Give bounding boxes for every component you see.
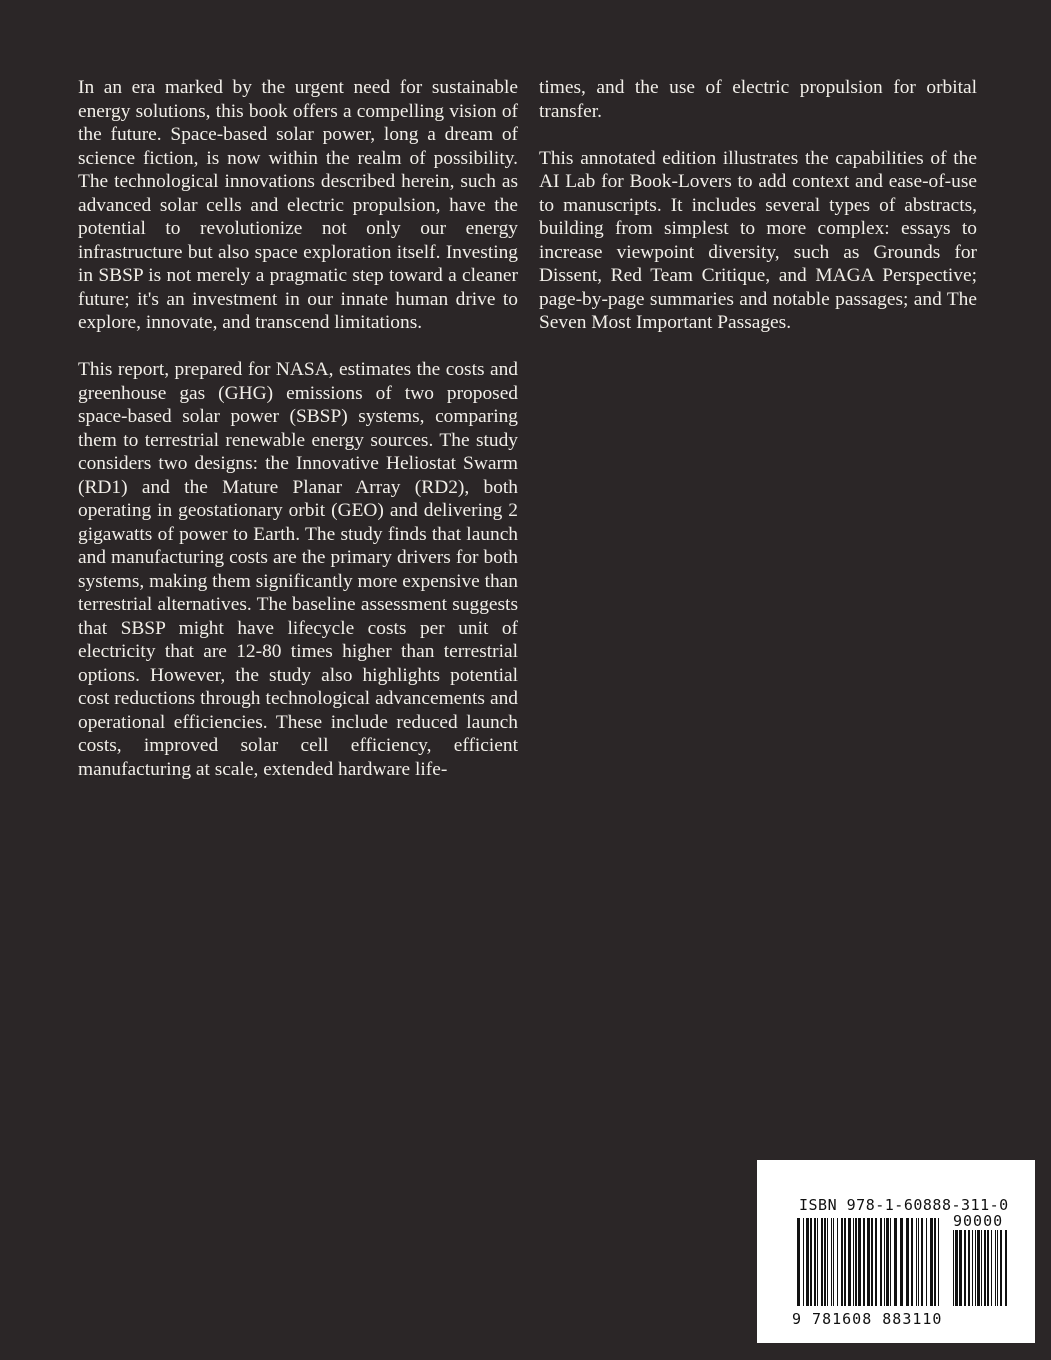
- report-summary-paragraph: This report, prepared for NASA, estimates the costs and greenhouse gas (GHG) emissions of two proposed space-based solar power (SBSP) systems, comparing them to terrestrial renewable energy sources. The study considers two designs: the Innovative Heliostat Swarm (RD1) and the Mature Planar Array (RD2), both operating in geostationary orbit (GEO) and delivering 2 gigawatts of power to Earth. The study finds that launch and manufacturing costs are the primary drivers for both systems, making them significantly more expensive than terrestrial alternatives. The baseline assessment suggests that SBSP might have lifecycle costs per unit of electricity that are 12-80 times higher than terrestrial options. However, the study also highlights potential cost reductions through technological advancements and operational efficiencies. These include reduced launch costs, improved solar cell efficiency, efficient manufacturing at scale, extended hardware life-: [78, 359, 518, 780]
- edition-description-paragraph: This annotated edition illustrates the capabilities of the AI Lab for Book-Lovers to add context and ease-of-use to manuscripts. It includes several types of abstracts, building from simplest to more complex: essays to increase viewpoint diversity, such as Grounds for Dissent, Red Team Critique, and MAGA Perspective; page-by-page summaries and notable passages; and The Seven Most Important Passages.: [539, 147, 977, 333]
- barcode-bar: [900, 1218, 903, 1306]
- barcode-bar: [875, 1218, 877, 1306]
- left-text-column: [78, 76, 518, 805]
- barcode-bar: [894, 1218, 897, 1306]
- barcode-bar: [906, 1218, 909, 1306]
- barcode-bar: [968, 1230, 970, 1306]
- barcode-bar: [831, 1218, 832, 1306]
- barcode-bar: [916, 1218, 917, 1306]
- barcode-bar: [995, 1230, 996, 1306]
- barcode-bar: [959, 1230, 962, 1306]
- barcode-bar: [880, 1218, 882, 1306]
- barcode-bar: [841, 1218, 843, 1306]
- barcode-bar: [981, 1230, 982, 1306]
- barcode-bar: [833, 1218, 834, 1306]
- barcode-bar: [955, 1230, 958, 1306]
- barcode-bar: [844, 1218, 846, 1306]
- isbn-label: ISBN 978-1-60888-311-0: [799, 1196, 1009, 1214]
- barcode-bar: [867, 1218, 870, 1306]
- barcode-bar: [964, 1230, 966, 1306]
- barcode-bar: [853, 1218, 854, 1306]
- barcode-bar: [814, 1218, 816, 1306]
- barcode-bar: [848, 1218, 851, 1306]
- isbn-barcode-box: [757, 1160, 1035, 1343]
- right-text-column: [539, 76, 977, 358]
- barcode-bar: [890, 1218, 891, 1306]
- barcode-bar: [871, 1218, 873, 1306]
- price-addon-digits: 90000: [953, 1212, 1004, 1230]
- barcode-bar: [817, 1218, 818, 1306]
- barcode-bar: [930, 1218, 933, 1306]
- barcode-bar: [863, 1218, 865, 1306]
- barcode-bar: [821, 1218, 823, 1306]
- barcode-bar: [953, 1230, 954, 1306]
- barcode-bar: [972, 1230, 973, 1306]
- barcode-bar: [803, 1218, 804, 1306]
- summary-continuation: times, and the use of electric propulsion for orbital transfer.: [539, 77, 977, 122]
- barcode-bar: [984, 1230, 986, 1306]
- barcode-bar: [797, 1218, 800, 1306]
- barcode-bar: [938, 1218, 939, 1306]
- barcode-bar: [934, 1218, 936, 1306]
- barcode-bar: [1005, 1230, 1007, 1306]
- barcode-bar: [886, 1218, 889, 1306]
- barcode-bar: [926, 1218, 927, 1306]
- barcode-bar: [837, 1218, 838, 1306]
- barcode-bar: [884, 1218, 885, 1306]
- barcode-bar: [858, 1218, 861, 1306]
- barcode-bar: [1000, 1230, 1002, 1306]
- barcode-digits: 9 781608 883110: [792, 1310, 943, 1328]
- barcode-bar: [987, 1230, 989, 1306]
- barcode-bar: [991, 1230, 992, 1306]
- barcode-bar: [911, 1218, 913, 1306]
- barcode-bar: [997, 1230, 998, 1306]
- intro-paragraph: In an era marked by the urgent need for sustainable energy solutions, this book offers a compelling vision of the future. Space-based solar power, long a dream of science fiction, is now within the realm of possibility. The technological innovations described herein, such as advanced solar cells and electric propulsion, have the potential to revolutionize not only our energy infrastructure but also space exploration itself. Investing in SBSP is not merely a pragmatic step toward a cleaner future; it's an investment in our innate human drive to explore, innovate, and transcend limitations.: [78, 77, 518, 333]
- barcode-bar: [918, 1218, 919, 1306]
- barcode-bar: [975, 1230, 976, 1306]
- barcode-bar: [827, 1218, 828, 1306]
- barcode-bar: [921, 1218, 923, 1306]
- barcode-bar: [977, 1230, 980, 1306]
- barcode-bar: [806, 1218, 809, 1306]
- barcode-bar: [824, 1218, 826, 1306]
- barcode-bar: [810, 1218, 812, 1306]
- barcode-bar: [855, 1218, 857, 1306]
